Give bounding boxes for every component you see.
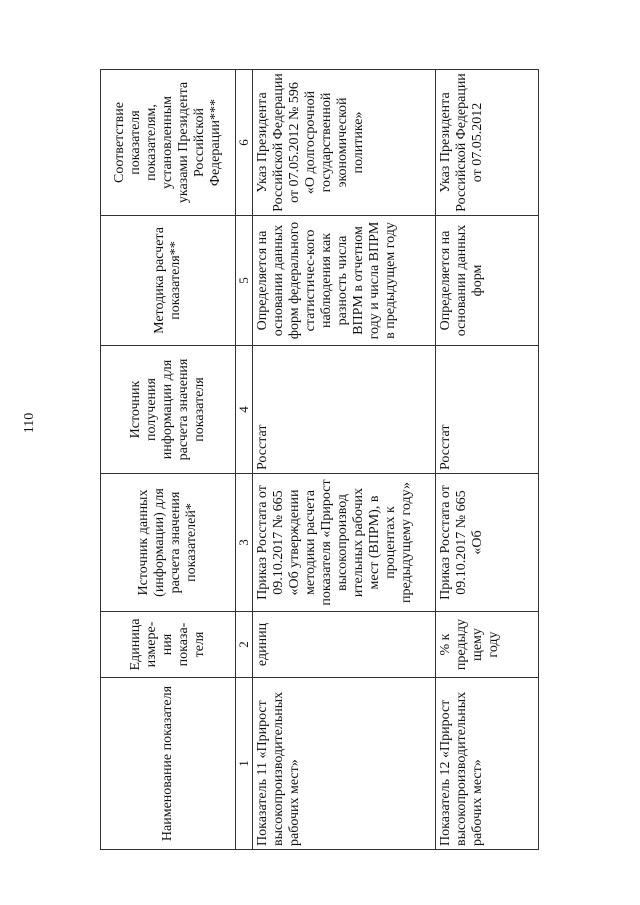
header-info-source: Источник получения информации для расчета значения показателя bbox=[101, 346, 236, 474]
indicator-unit: % к предыду щему году bbox=[436, 612, 539, 678]
header-decree: Соответствие показателя показателям, установленным указами Президента Российской Федерации*** bbox=[101, 70, 236, 216]
header-data-source: Источник данных (информации) для расчета значения показателей* bbox=[101, 474, 236, 612]
indicator-decree: Указ Президента Российской Федерации от 07.05.2012 № 596 «О долгосрочной государственной экономической политике» bbox=[253, 70, 436, 216]
header-unit: Единица измере-ния показа-теля bbox=[101, 612, 236, 678]
indicator-info-source: Росстат bbox=[436, 346, 539, 474]
header-indicator-name: Наименование показателя bbox=[101, 678, 236, 850]
indicator-unit: единиц bbox=[253, 612, 436, 678]
column-number: 6 bbox=[236, 70, 253, 216]
column-number: 4 bbox=[236, 346, 253, 474]
indicator-info-source: Росстат bbox=[253, 346, 436, 474]
table-row bbox=[253, 70, 436, 850]
column-number: 1 bbox=[236, 678, 253, 850]
indicator-data-source: Приказ Росстата от 09.10.2017 № 665 «Об bbox=[436, 474, 539, 612]
rotated-table-container bbox=[100, 70, 580, 850]
indicator-name: Показатель 11 «Прирост высокопроизводительных рабочих мест» bbox=[253, 678, 436, 850]
column-number-row bbox=[236, 70, 253, 850]
column-number: 3 bbox=[236, 474, 253, 612]
indicator-method: Определяется на основании данных форм bbox=[436, 216, 539, 346]
header-method: Методика расчета показателя** bbox=[101, 216, 236, 346]
indicator-name: Показатель 12 «Прирост высокопроизводительных рабочих мест» bbox=[436, 678, 539, 850]
indicator-data-source: Приказ Росстата от 09.10.2017 № 665 «Об утверждении методики расчета показателя «Прирост высокопроизвод ительных рабочих мест (ВПРМ), в процентах к предыдущему году» bbox=[253, 474, 436, 612]
indicator-method: Определяется на основании данных форм федерального статистичес-кого наблюдения как разность числа ВПРМ в отчетном году и числа ВПРМ в предыдущем году bbox=[253, 216, 436, 346]
indicators-table bbox=[100, 69, 539, 850]
table-header-row bbox=[101, 70, 236, 850]
table-row bbox=[436, 70, 539, 850]
page-number: 110 bbox=[22, 412, 37, 434]
indicator-decree: Указ Президента Российской Федерации от 07.05.2012 bbox=[436, 70, 539, 216]
column-number: 2 bbox=[236, 612, 253, 678]
column-number: 5 bbox=[236, 216, 253, 346]
